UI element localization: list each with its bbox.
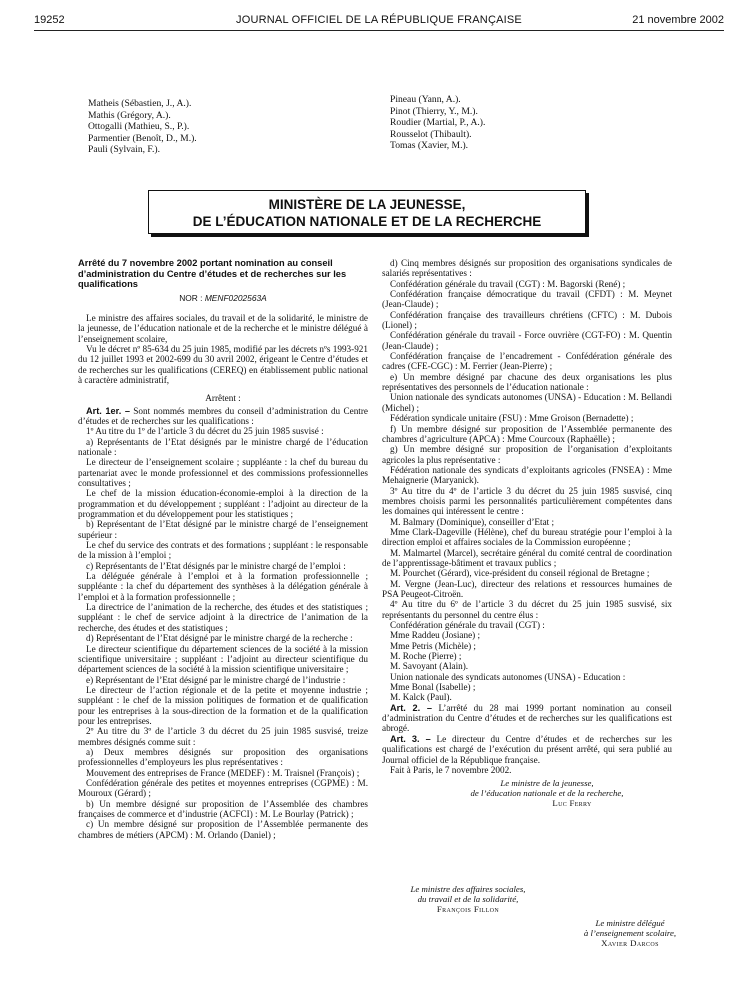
ministry-line-2: DE L’ÉDUCATION NATIONALE ET DE LA RECHERCHE	[192, 214, 542, 229]
list-item: Pinot (Thierry, Y., M.).	[390, 105, 478, 117]
paragraph: g) Un membre désigné sur proposition de l’organisation d’exploitants agricoles la plus représentative :	[382, 444, 672, 465]
publication-date: 21 novembre 2002	[632, 14, 724, 26]
paragraph: d) Cinq membres désignés sur proposition des organisations syndicales de salariés représentatives :	[382, 258, 672, 279]
signature-2-title-2: du travail et de la solidarité,	[417, 894, 519, 904]
article-2-text: L’arrêté du 28 mai 1999 portant nomination au conseil d’administration du Centre d’études et de recherches sur les qualifications est abrogé.	[382, 702, 672, 734]
paragraph: a) Deux membres désignés sur proposition des organisations professionnelles d’employeurs les plus représentatives :	[78, 746, 368, 768]
paragraph: Le chef de la mission éducation-économie-emploi à la direction de la programmation et du développement ; suppléant : l’adjoint au directeur de la programmation et du développement pour les statistiques ;	[78, 488, 368, 520]
paragraph: Mme Clark-Dageville (Hélène), chef du bureau stratégie pour l’emploi à la direction emploi et affaires sociales de la Commission européenne ;	[382, 526, 672, 548]
list-item: Roudier (Martial, P., A.).	[390, 117, 486, 129]
article-1	[78, 406, 368, 427]
nor-label: NOR :	[179, 292, 205, 303]
article-2-label: Art. 2. –	[390, 702, 433, 713]
paragraph: c) Représentants de l’Etat désignés par le ministre chargé de l’emploi :	[86, 560, 346, 571]
paragraph: Le chef du service des contrats et des formations ; suppléant : le responsable de la mission à l’emploi ;	[78, 540, 368, 561]
paragraph: Le directeur de l’action régionale et de la petite et moyenne industrie ; suppléant : le chef de la mission politiques de formation et de qualification pour les entreprises à la sous-direction de la formation et de la qualification pour les entreprises.	[78, 684, 368, 726]
paragraph: M. Savoyant (Alain).	[390, 661, 469, 672]
done-at: Fait à Paris, le 7 novembre 2002.	[390, 764, 512, 775]
paragraph: La directrice de l’animation de la recherche, des études et des statistiques ; suppléant : le chef de service adjoint à la directrice de l’animation de la recherche, des études et des statistiques ;	[78, 602, 368, 633]
article-3-label: Art. 3. –	[390, 733, 431, 744]
signature-3	[540, 918, 720, 948]
paragraph: 3º Au titre du 4º de l’article 3 du décret du 25 juin 1985 susvisé, cinq membres choisis parmi les personnalités particulièrement compétentes dans les domaines qui intéressent le centre :	[382, 485, 672, 517]
paragraph: Fédération nationale des syndicats d’exploitants agricoles (FNSEA) : Mme Mehaignerie (Maryanick).	[382, 464, 672, 486]
page-header	[34, 14, 724, 34]
paragraph: Mme Raddeu (Josiane) ;	[390, 630, 481, 641]
article-2	[382, 703, 672, 734]
page-number: 19252	[34, 14, 65, 26]
paragraph: 2º Au titre du 3º de l’article 3 du décret du 25 juin 1985 susvisé, treize membres désignés comme suit :	[78, 726, 368, 747]
right-column	[382, 258, 672, 808]
list-item: Parmentier (Benoît, D., M.).	[88, 132, 197, 144]
names-list-right	[390, 94, 485, 152]
paragraph: M. Roche (Pierre) ;	[390, 651, 462, 662]
paragraph: f) Un membre désigné sur proposition de l’Assemblée permanente des chambres d’agriculture (APCA) : Mme Courcoux (Raphaëlle) ;	[382, 423, 672, 444]
paragraph: d) Représentant de l’Etat désigné par le ministre chargé de la recherche :	[86, 633, 353, 644]
article-3	[382, 734, 672, 765]
header-divider	[34, 30, 724, 31]
paragraph: Confédération française de l’encadrement - Confédération générale des cadres (CFE-CGC) : M. Ferrier (Jean-Pierre) ;	[382, 351, 672, 372]
paragraph: Union nationale des syndicats autonomes (UNSA) - Education : M. Bellandi (Michel) ;	[382, 392, 672, 413]
list-item: Pineau (Yann, A.).	[390, 94, 461, 105]
paragraph: 1º Au titre du 1º de l’article 3 du décret du 25 juin 1985 susvisé :	[86, 426, 324, 437]
list-item: Tomas (Xavier, M.).	[390, 140, 469, 152]
signature-2	[368, 884, 568, 914]
list-item: Ottogalli (Mathieu, S., P.).	[88, 121, 190, 133]
paragraph: Vu le décret nº 85-634 du 25 juin 1985, modifié par les décrets nºs 1993-921 du 12 juillet 1993 et 2002-699 du 30 avril 2002, érigeant le Centre d’études et de recherches sur les qualifications (CEREQ) en établissement public national à caractère administratif,	[78, 343, 368, 385]
article-1-label: Art. 1er. –	[86, 405, 130, 416]
paragraph: Le ministre des affaires sociales, du travail et de la solidarité, le ministre de la jeunesse, de l’éducation nationale et de la recherche et le ministre délégué à l’enseignement scolaire,	[78, 312, 368, 344]
signature-3-title-1: Le ministre délégué	[595, 918, 665, 928]
left-column	[78, 258, 368, 840]
signature-1-name: Luc Ferry	[552, 798, 592, 809]
paragraph: Le directeur scientifique du département sciences de la société à la mission scientifique universitaire ; suppléant : l’adjoint au directeur scientifique du département sciences de la société à la mission scientifique universitaire ;	[78, 643, 368, 675]
list-item: Pauli (Sylvain, F.).	[88, 144, 160, 156]
paragraph: Confédération française des travailleurs chrétiens (CFTC) : M. Dubois (Lionel) ;	[382, 309, 672, 331]
list-item: Matheis (Sébastien, J., A.).	[88, 98, 192, 109]
paragraph: M. Vergne (Jean-Luc), directeur des relations et ressources humaines de PSA Peugeot-Citroën.	[382, 578, 672, 599]
paragraph: Mme Bonal (Isabelle) ;	[390, 682, 476, 693]
nor-reference	[78, 293, 368, 303]
list-item: Mathis (Grégory, A.).	[88, 109, 171, 121]
paragraph: Mme Petris (Michèle) ;	[390, 640, 476, 651]
paragraph: M. Kalck (Paul).	[390, 692, 452, 703]
nor-code: MENF0202563A	[204, 292, 267, 303]
paragraph: M. Pourchet (Gérard), vice-président du conseil régional de Bretagne ;	[390, 568, 650, 579]
signature-2-title-1: Le ministre des affaires sociales,	[410, 884, 526, 894]
article-3-text: Le directeur du Centre d’études et de recherches sur les qualifications est chargé de l’exécution du présent arrêté, qui sera publié au Journal officiel de la République française.	[382, 733, 672, 765]
journal-title: JOURNAL OFFICIEL DE LA RÉPUBLIQUE FRANÇAISE	[236, 14, 522, 26]
names-list-left	[88, 98, 197, 156]
paragraph: M. Balmary (Dominique), conseiller d’Etat ;	[390, 516, 555, 527]
paragraph: Union nationale des syndicats autonomes (UNSA) - Education :	[390, 671, 626, 682]
paragraph: Confédération générale du travail (CGT) :	[390, 620, 545, 631]
paragraph: Confédération française démocratique du travail (CFDT) : M. Meynet (Jean-Claude) ;	[382, 289, 672, 310]
paragraph: e) Un membre désigné par chacune des deux organisations les plus représentatives des personnels de l’éducation nationale :	[382, 371, 672, 393]
paragraph: c) Un membre désigné sur proposition de l’Assemblée permanente des chambres de métiers (APCM) : M. Orlando (Daniel) ;	[78, 819, 368, 840]
paragraph: Confédération générale du travail (CGT) : M. Bagorski (René) ;	[390, 278, 626, 289]
paragraph: 4º Au titre du 6º de l’article 3 du décret du 25 juin 1985 susvisé, six représentants du personnel du centre élus :	[382, 599, 672, 620]
signature-3-name: Xavier Darcos	[601, 938, 659, 948]
paragraph: Confédération générale des petites et moyennes entreprises (CGPME) : M. Mouroux (Gérard) ;	[78, 777, 368, 799]
ministry-heading-box	[148, 190, 586, 234]
paragraph: a) Représentants de l’Etat désignés par le ministre chargé de l’éducation nationale :	[78, 436, 368, 457]
arrete-title: Arrêté du 7 novembre 2002 portant nomination au conseil d’administration du Centre d’études et de recherches sur les qualifications	[78, 258, 347, 289]
signature-3-title-2: à l’enseignement scolaire,	[583, 928, 677, 938]
paragraph: Mouvement des entreprises de France (MEDEF) : M. Traisnel (François) ;	[86, 767, 360, 778]
arretent-heading: Arrêtent :	[205, 393, 241, 404]
paragraph: e) Représentant de l’Etat désigné par le ministre chargé de l’industrie :	[86, 674, 346, 685]
paragraph: Fédération syndicale unitaire (FSU) : Mme Groison (Bernadette) ;	[390, 413, 634, 424]
paragraph: La déléguée générale à l’emploi et à la formation professionnelle ; suppléante : la chef du département des synthèses à la délégation générale à l’emploi et à la formation professionnelle ;	[78, 571, 368, 602]
paragraph: M. Malmartel (Marcel), secrétaire général du comité central de coordination de l’apprentissage-bâtiment et travaux publics ;	[382, 547, 672, 568]
list-item: Rousselot (Thibault).	[390, 128, 472, 140]
ministry-line-1: MINISTÈRE DE LA JEUNESSE,	[268, 197, 466, 212]
paragraph: Confédération générale du travail - Force ouvrière (CGT-FO) : M. Quentin (Jean-Claude) ;	[382, 330, 672, 351]
signature-1-title-1: Le ministre de la jeunesse,	[500, 778, 594, 789]
paragraph: b) Représentant de l’Etat désigné par le ministre chargé de l’enseignement supérieur :	[78, 519, 368, 540]
paragraph: Le directeur de l’enseignement scolaire ; suppléante : la chef du bureau du partenariat avec le monde professionnel et des commissions professionnelles consultatives ;	[78, 457, 368, 488]
signature-1-title-2: de l’éducation nationale et de la recherche,	[470, 788, 624, 799]
paragraph: b) Un membre désigné sur proposition de l’Assemblée des chambres françaises de commerce et d’industrie (ACFCI) : M. Le Bourlay (Patrick) ;	[78, 798, 368, 819]
signature-2-name: François Fillon	[436, 904, 500, 914]
article-1-text: Sont nommés membres du conseil d’administration du Centre d’études et de recherches sur les qualifications :	[78, 405, 368, 426]
